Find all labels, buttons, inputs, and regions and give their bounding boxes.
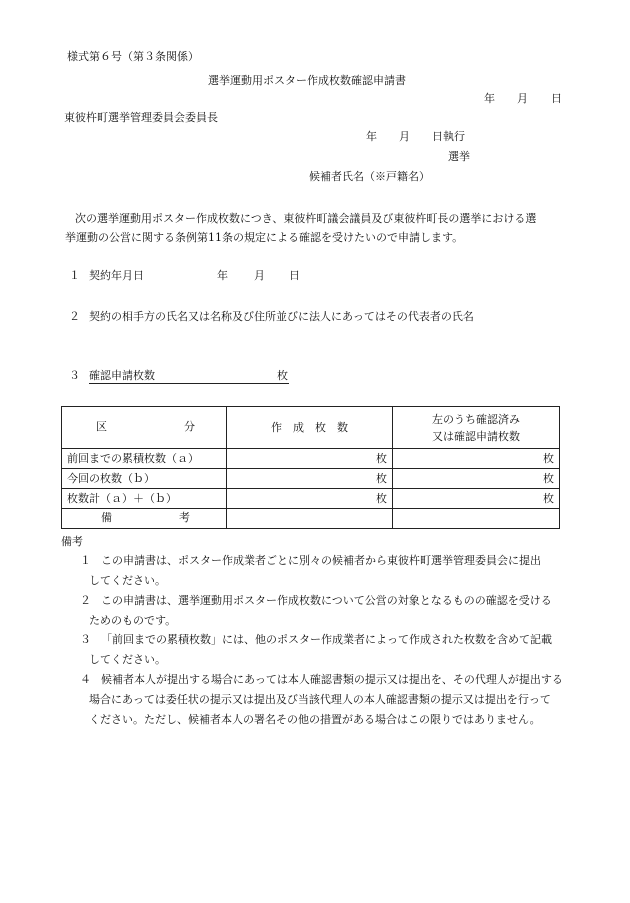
row-confirmed-unit: 枚 — [393, 469, 560, 489]
row-label: 前回までの累積枚数（ａ） — [62, 449, 227, 469]
candidate-name-label: 候補者氏名（※戸籍名） — [309, 170, 430, 183]
row-created-unit: 枚 — [227, 469, 393, 489]
item1-day: 日 — [289, 269, 300, 282]
date-day: 日 — [551, 92, 562, 105]
remarks-char-2: 考 — [179, 510, 190, 524]
item1-label: 契約年月日 — [89, 269, 144, 282]
count-table — [61, 406, 560, 529]
item3-label: 確認申請枚数 — [89, 369, 155, 382]
table-row — [62, 489, 560, 509]
header-confirmed-count — [393, 407, 560, 449]
note-4-line-2: 場合にあっては委任状の提示又は提出及び当該代理人の本人確認書類の提示又は提出を行って — [89, 693, 551, 706]
item1-month: 月 — [254, 269, 265, 282]
note-2-number: ２ — [80, 594, 91, 607]
item1-year: 年 — [217, 269, 228, 282]
item2-label: 契約の相手方の氏名又は名称及び住所並びに法人にあってはその代表者の氏名 — [89, 310, 474, 323]
body-text-line-2: 挙運動の公営に関する条例第11条の規定による確認を受けたいので申請します。 — [65, 231, 464, 244]
remarks-cell-2 — [393, 509, 560, 529]
execution-day: 日執行 — [432, 130, 465, 143]
header-created-count: 作 成 枚 数 — [227, 407, 393, 449]
note-4-number: ４ — [80, 673, 91, 686]
document-title: 選挙運動用ポスター作成枚数確認申請書 — [208, 74, 406, 87]
header-category — [62, 407, 227, 449]
note-3-number: ３ — [80, 633, 91, 646]
execution-year: 年 — [366, 130, 377, 143]
note-1-line-2: してください。 — [89, 574, 166, 587]
header-confirmed-line-2: 又は確認申請枚数 — [432, 429, 520, 443]
note-3-line-1: 「前回までの累積枚数」には、他のポスター作成業者によって作成された枚数を含めて記載 — [101, 633, 552, 646]
date-year: 年 — [484, 92, 495, 105]
note-2-line-2: ためのものです。 — [89, 614, 177, 627]
note-3-line-2: してください。 — [89, 653, 166, 666]
remarks-char-1: 備 — [101, 510, 112, 524]
header-category-char-1: 区 — [96, 419, 107, 433]
item3-unit: 枚 — [277, 369, 288, 382]
note-4-line-3: ください。ただし、候補者本人の署名その他の措置がある場合はこの限りではありません。 — [89, 713, 541, 726]
addressee: 東彼杵町選挙管理委員会委員長 — [64, 111, 218, 124]
item1-number: １ — [69, 269, 80, 282]
item3-underline — [89, 383, 289, 384]
table-header-row — [62, 407, 560, 449]
body-text-line-1: 次の選挙運動用ポスター作成枚数につき、東彼杵町議会議員及び東彼杵町長の選挙における選 — [75, 212, 537, 225]
execution-month: 月 — [399, 130, 410, 143]
note-2-line-1: この申請書は、選挙運動用ポスター作成枚数について公営の対象となるものの確認を受ける — [101, 594, 552, 607]
row-label: 今回の枚数（ｂ） — [62, 469, 227, 489]
election-label: 選挙 — [448, 150, 470, 163]
notes-heading: 備考 — [61, 535, 83, 548]
header-confirmed-line-1: 左のうち確認済み — [432, 412, 520, 426]
row-created-unit: 枚 — [227, 449, 393, 469]
remarks-row — [62, 509, 560, 529]
note-1-line-1: この申請書は、ポスター作成業者ごとに別々の候補者から東彼杵町選挙管理委員会に提出 — [101, 554, 541, 567]
form-number: 様式第６号（第３条関係） — [67, 50, 199, 63]
note-4-line-1: 候補者本人が提出する場合にあっては本人確認書類の提示又は提出を、その代理人が提出する — [101, 673, 563, 686]
row-created-unit: 枚 — [227, 489, 393, 509]
item3-number: ３ — [69, 369, 80, 382]
remarks-cell — [227, 509, 393, 529]
remarks-label — [62, 509, 227, 529]
item2-number: ２ — [69, 310, 80, 323]
row-confirmed-unit: 枚 — [393, 489, 560, 509]
table-row — [62, 449, 560, 469]
table-row — [62, 469, 560, 489]
date-month: 月 — [517, 92, 528, 105]
header-category-char-2: 分 — [184, 419, 195, 433]
row-label: 枚数計（ａ）＋（ｂ） — [62, 489, 227, 509]
row-confirmed-unit: 枚 — [393, 449, 560, 469]
note-1-number: １ — [80, 554, 91, 567]
